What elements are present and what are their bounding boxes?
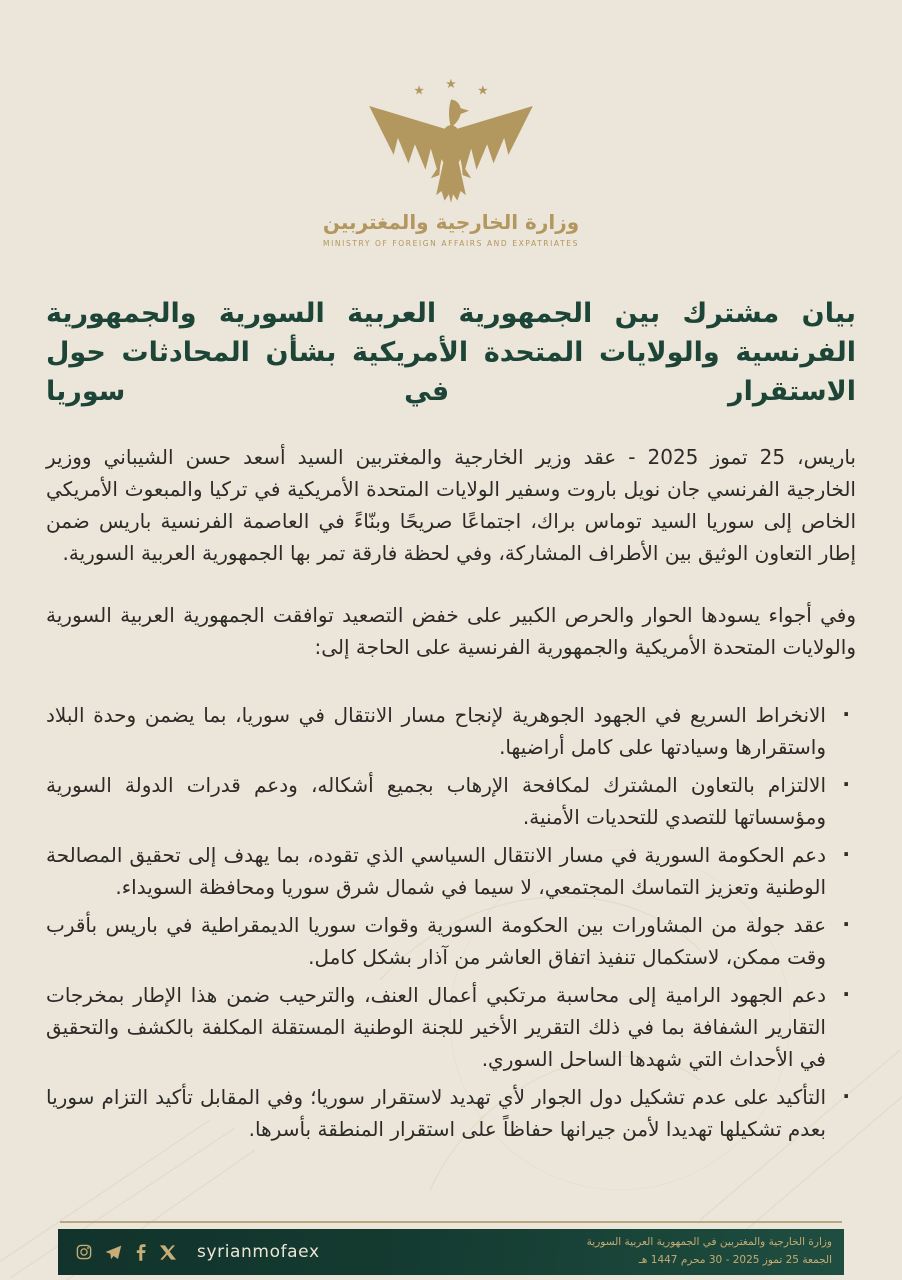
instagram-icon[interactable]	[76, 1244, 92, 1260]
agreement-point-text: دعم الحكومة السورية في مسار الانتقال السياسي الذي تقوده، بما يهدف إلى تحقيق المصالحة الوطنية وتعزيز التماسك المجتمعي، لا سيما في شمال شرق سوريا ومحافظة السويداء.	[46, 843, 826, 900]
bullet-marker: ·	[842, 912, 850, 937]
ministry-name-arabic: وزارة الخارجية والمغتربين	[322, 210, 580, 234]
eagle-emblem-icon	[366, 74, 536, 206]
agreement-point	[46, 839, 856, 903]
agreement-point-text: الانخراط السريع في الجهود الجوهرية لإنجاح مسار الانتقال في سوريا، بما يضمن وحدة البلاد واستقرارها وسيادتها على كامل أراضيها.	[46, 703, 826, 760]
bullet-marker: ·	[842, 982, 850, 1007]
star-icon: ★	[477, 83, 489, 99]
agreement-point-text: عقد جولة من المشاورات بين الحكومة السورية وقوات سوريا الديمقراطية في باريس بأقرب وقت ممكن، لاستكمال تنفيذ اتفاق العاشر من آذار بشكل كامل.	[46, 913, 826, 970]
star-icon: ★	[445, 76, 457, 92]
bullet-marker: ·	[842, 772, 850, 797]
social-links	[58, 1242, 320, 1262]
agreement-point	[46, 1081, 856, 1145]
bullet-marker: ·	[842, 702, 850, 727]
agreement-point-text: دعم الجهود الرامية إلى محاسبة مرتكبي أعمال العنف، والترحيب ضمن هذا الإطار بمخرجات التقارير الشفافة بما في ذلك التقرير الأخير للجنة الوطنية المستقلة المكلفة بالكشف والتحقيق في الأحداث التي شهدها الساحل السوري.	[46, 983, 826, 1072]
agreement-point	[46, 699, 856, 763]
bullet-marker: ·	[842, 1084, 850, 1109]
statement-title: بيان مشترك بين الجمهورية العربية السورية والجمهورية الفرنسية والولايات المتحدة الأمريكية بشأن المحادثات حول الاستقرار في سوريا	[46, 298, 856, 408]
agreement-point	[46, 769, 856, 833]
agreement-point	[46, 909, 856, 973]
footer-meta	[587, 1234, 844, 1270]
agreement-point-text: الالتزام بالتعاون المشترك لمكافحة الإرهاب بجميع أشكاله، ودعم قدرات الدولة السورية ومؤسساتها للتصدي للتحديات الأمنية.	[46, 773, 826, 830]
agreement-points-list	[46, 699, 856, 1145]
star-icon: ★	[413, 83, 425, 99]
intro-paragraph-2: وفي أجواء يسودها الحوار والحرص الكبير على خفض التصعيد توافقت الجمهورية العربية السورية والولايات المتحدة الأمريكية والجمهورية الفرنسية على الحاجة إلى:	[46, 603, 856, 660]
ministry-name-english: MINISTRY OF FOREIGN AFFAIRS AND EXPATRIATES	[323, 239, 579, 248]
footer-bar	[58, 1229, 844, 1275]
statement-body	[0, 294, 902, 1145]
agreement-point-text: التأكيد على عدم تشكيل دول الجوار لأي تهديد لاستقرار سوريا؛ وفي المقابل تأكيد التزام سوريا بعدم تشكيلها تهديدا لأمن جيرانها حفاظاً على استقرار المنطقة بأسرها.	[46, 1085, 826, 1142]
intro-paragraph-1: باريس، 25 تموز 2025 - عقد وزير الخارجية والمغتربين السيد أسعد حسن الشيباني ووزير الخارجية الفرنسي جان نويل باروت وسفير الولايات المتحدة الأمريكية في تركيا والمبعوث الأمريكي الخاص إلى سوريا السيد توماس براك، اجتماعًا صريحًا وبنّاءً في العاصمة الفرنسية باريس ضمن إطار التعاون الوثيق بين الأطراف المشاركة، وفي لحظة فارقة تمر بها الجمهورية العربية السورية.	[46, 445, 856, 566]
facebook-icon[interactable]	[135, 1244, 147, 1261]
ministry-logo	[321, 74, 581, 248]
footer-divider	[60, 1221, 842, 1223]
x-icon[interactable]	[160, 1245, 176, 1260]
agreement-point	[46, 979, 856, 1075]
social-handle: syrianmofaex	[197, 1242, 320, 1262]
bullet-marker: ·	[842, 842, 850, 867]
footer-date-line: الجمعة 25 تموز 2025 - 30 محرم 1447 هـ	[638, 1254, 832, 1266]
footer-ministry-line: وزارة الخارجية والمغتربين في الجمهورية العربية السورية	[586, 1236, 832, 1249]
telegram-icon[interactable]	[105, 1245, 122, 1260]
